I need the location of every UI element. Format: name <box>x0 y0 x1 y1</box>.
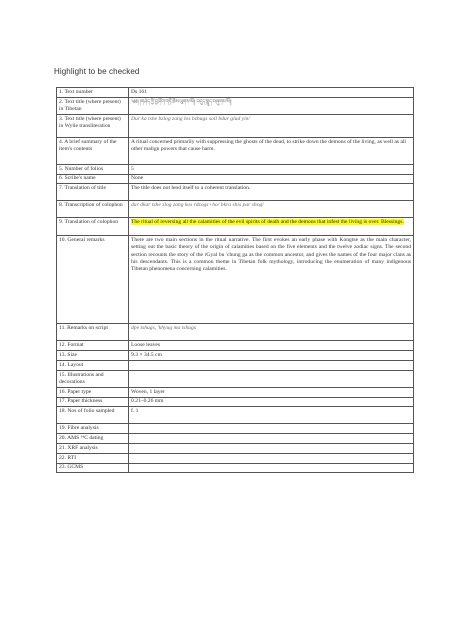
row-label: 1. Text number <box>57 88 129 98</box>
table-row <box>57 137 414 164</box>
row-label: 16. Paper type <box>57 387 129 397</box>
table-row <box>57 324 414 341</box>
row-label: 3. Text title (where present) in Wylie transliteration <box>57 114 129 137</box>
row-label: 17. Paper thickness <box>57 397 129 407</box>
table-row <box>57 407 414 424</box>
table-row <box>57 341 414 351</box>
row-label: 2. Text title (where present) in Tibetan <box>57 97 129 114</box>
table-row <box>57 164 414 174</box>
row-value: A ritual concerned primarily with suppressing the ghosts of the dead, to strike down the demons of the living, as well as all other malign powers that cause harm. <box>129 137 414 164</box>
row-label: 23. GCMS <box>57 463 129 473</box>
row-value: dpe tshugs, 'khyug ma tshugs <box>129 324 414 341</box>
row-value <box>129 218 414 236</box>
row-label: 4. A brief summary of the item's contents <box>57 137 129 164</box>
row-label: 6. Scribe's name <box>57 174 129 184</box>
row-value: Woven, 1 layer <box>129 387 414 397</box>
table-row <box>57 434 414 444</box>
row-label: 5. Number of folios <box>57 164 129 174</box>
row-value: Ds 161 <box>129 88 414 98</box>
row-label: 14. Layout <box>57 360 129 370</box>
table-row <box>57 424 414 434</box>
highlighted-text: The ritual of reversing all the calamities of the evil spirits of death and the demons that infest the living is over. Blessings. <box>131 219 404 226</box>
table-row <box>57 397 414 407</box>
table-row <box>57 218 414 236</box>
row-value: ༄༅། །གཤེད་ཀྱི་བྱ་ཤོག་གཏོ་ཆོས་ལུགས་སོ།། བདུད་གླུད་བཞུགས་སོ།། <box>129 97 414 114</box>
table-row <box>57 97 414 114</box>
row-value <box>129 463 414 473</box>
row-value <box>129 370 414 387</box>
table-row <box>57 114 414 137</box>
row-label: 10. General remarks <box>57 236 129 324</box>
table-row <box>57 201 414 218</box>
row-label: 13. Size <box>57 351 129 361</box>
table-row <box>57 184 414 201</box>
table-row <box>57 360 414 370</box>
row-label: 18. Nos of folio sampled <box>57 407 129 424</box>
table-row <box>57 351 414 361</box>
row-value: The title does not lend itself to a coherent translation. <box>129 184 414 201</box>
row-label: 9. Translation of colophon <box>57 218 129 236</box>
row-label: 21. XRF analysis <box>57 443 129 453</box>
row-value <box>129 453 414 463</box>
row-value <box>129 424 414 434</box>
page-heading: Highlight to be checked <box>54 67 140 76</box>
row-value: 0.21–0.26 mm <box>129 397 414 407</box>
table-row <box>57 236 414 324</box>
row-label: 12. Format <box>57 341 129 351</box>
table-row <box>57 463 414 473</box>
row-value: f. 1 <box>129 407 414 424</box>
row-value: Dur ka tshe bzlog zang los bzhugs soll bdur glud yin/ <box>129 114 414 137</box>
row-label: 7. Translation of title <box>57 184 129 201</box>
table-row <box>57 370 414 387</box>
metadata-table <box>56 87 414 473</box>
row-label: 15. Illustrations and decorations <box>57 370 129 387</box>
row-label: 22. RTI <box>57 453 129 463</box>
row-value <box>129 360 414 370</box>
table-row <box>57 443 414 453</box>
row-value: Loose leaves <box>129 341 414 351</box>
table-row <box>57 453 414 463</box>
row-label: 19. Fibre analysis <box>57 424 129 434</box>
row-value: dur dkar tshe zlog zang kos rdzogs+ho/ bkra shis par shog/ <box>129 201 414 218</box>
row-value: There are two main sections in the ritual narrative. The first evokes an early phase with Kongtse as the main character, setting out the basic theory of the origin of calamities based on the five elements and the twelve zodiac signs. The second section recounts the story of the rGyal bu 'chung ga as the common ancestor, and gives the names of the four major clans as his descendants. This is a common theme in Tibetan folk mythology, introducing the enumeration of many indigenous Tibetan phenomena concerning calamities. <box>129 236 414 324</box>
row-value: 5 <box>129 164 414 174</box>
row-label: 11. Remarks on script <box>57 324 129 341</box>
table-row <box>57 88 414 98</box>
row-value: None <box>129 174 414 184</box>
row-value <box>129 443 414 453</box>
row-label: 8. Transcription of colophon <box>57 201 129 218</box>
row-value <box>129 434 414 444</box>
row-value: 9.3 × 34.5 cm <box>129 351 414 361</box>
row-label: 20. AMS ¹⁴C dating <box>57 434 129 444</box>
table-row <box>57 174 414 184</box>
table-row <box>57 387 414 397</box>
